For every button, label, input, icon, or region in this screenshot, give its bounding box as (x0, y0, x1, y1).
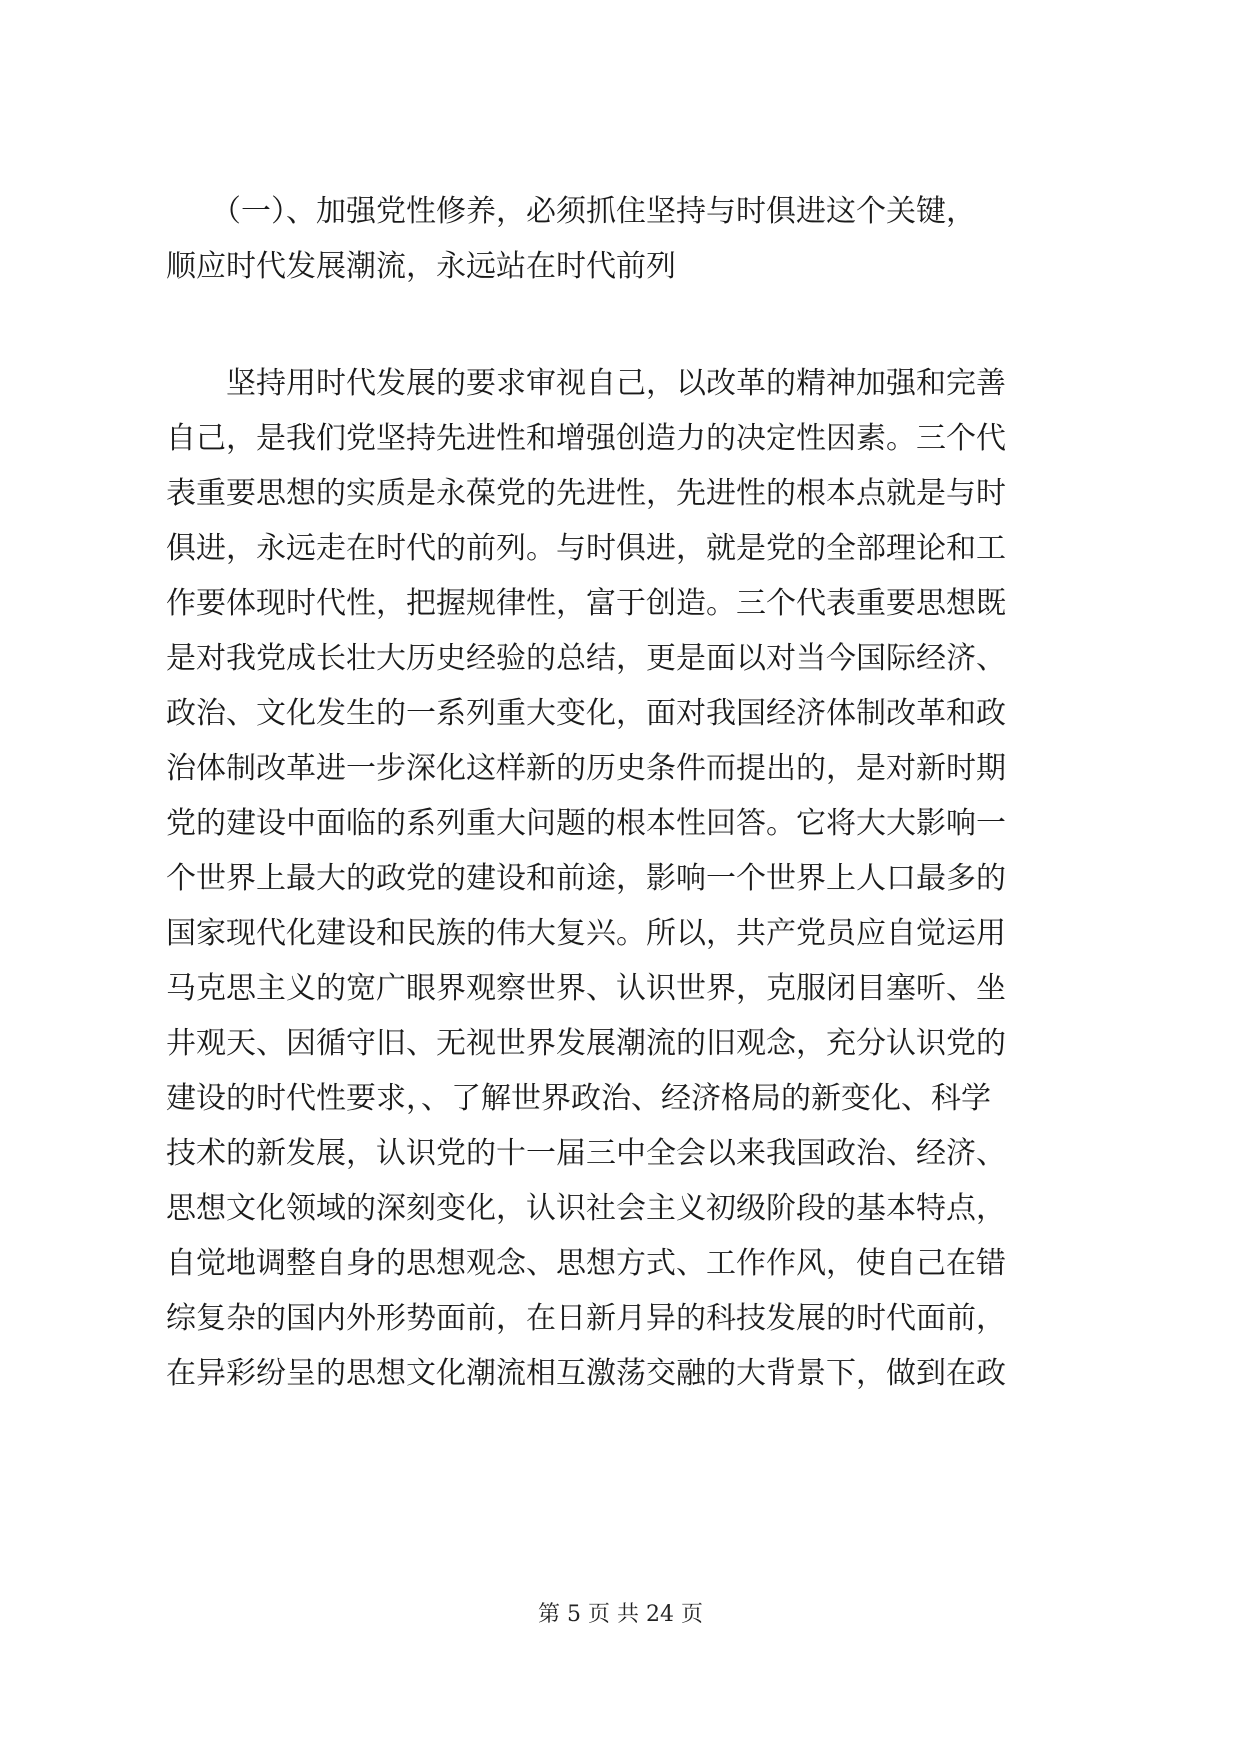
paragraph-line: 党的建设中面临的系列重大问题的根本性回答。它将大大影响一 (166, 806, 1006, 841)
paragraph-line: 俱进，永远走在时代的前列。与时俱进，就是党的全部理论和工 (166, 531, 1006, 566)
paragraph-line: 井观天、因循守旧、无视世界发展潮流的旧观念，充分认识党的 (166, 1026, 1006, 1061)
heading-line: 顺应时代发展潮流，永远站在时代前列 (166, 249, 676, 284)
paragraph-line: 自觉地调整自身的思想观念、思想方式、工作作风，使自己在错 (166, 1246, 1006, 1281)
paragraph-line: 思想文化领域的深刻变化，认识社会主义初级阶段的基本特点， (166, 1191, 1006, 1226)
paragraph-line: 综复杂的国内外形势面前，在日新月异的科技发展的时代面前， (166, 1301, 1006, 1336)
paragraph-line: 自己，是我们党坚持先进性和增强创造力的决定性因素。三个代 (166, 421, 1006, 456)
paragraph-line: 坚持用时代发展的要求审视自己，以改革的精神加强和完善 (166, 366, 1006, 401)
section-heading (166, 184, 1078, 294)
heading-line: （一）、加强党性修养，必须抓住坚持与时俱进这个关键， (166, 194, 976, 229)
paragraph-line: 国家现代化建设和民族的伟大复兴。所以，共产党员应自觉运用 (166, 916, 1006, 951)
paragraph-line: 表重要思想的实质是永葆党的先进性，先进性的根本点就是与时 (166, 476, 1006, 511)
page-footer (0, 1600, 1241, 1630)
paragraph-line: 个世界上最大的政党的建设和前途，影响一个世界上人口最多的 (166, 861, 1006, 896)
paragraph-line: 作要体现时代性，把握规律性，富于创造。三个代表重要思想既 (166, 586, 1006, 621)
paragraph-line: 马克思主义的宽广眼界观察世界、认识世界，克服闭目塞听、坐 (166, 971, 1006, 1006)
body-paragraph (166, 356, 1078, 1401)
paragraph-line: 治体制改革进一步深化这样新的历史条件而提出的，是对新时期 (166, 751, 1006, 786)
paragraph-line: 是对我党成长壮大历史经验的总结，更是面以对当今国际经济、 (166, 641, 1006, 676)
paragraph-line: 政治、文化发生的一系列重大变化，面对我国经济体制改革和政 (166, 696, 1006, 731)
paragraph-line: 技术的新发展，认识党的十一届三中全会以来我国政治、经济、 (166, 1136, 1006, 1171)
paragraph-line: 在异彩纷呈的思想文化潮流相互激荡交融的大背景下，做到在政 (166, 1356, 1006, 1391)
page-number: 第 5 页 共 24 页 (538, 1602, 703, 1627)
paragraph-line: 建设的时代性要求，、了解世界政治、经济格局的新变化、科学 (166, 1081, 991, 1116)
